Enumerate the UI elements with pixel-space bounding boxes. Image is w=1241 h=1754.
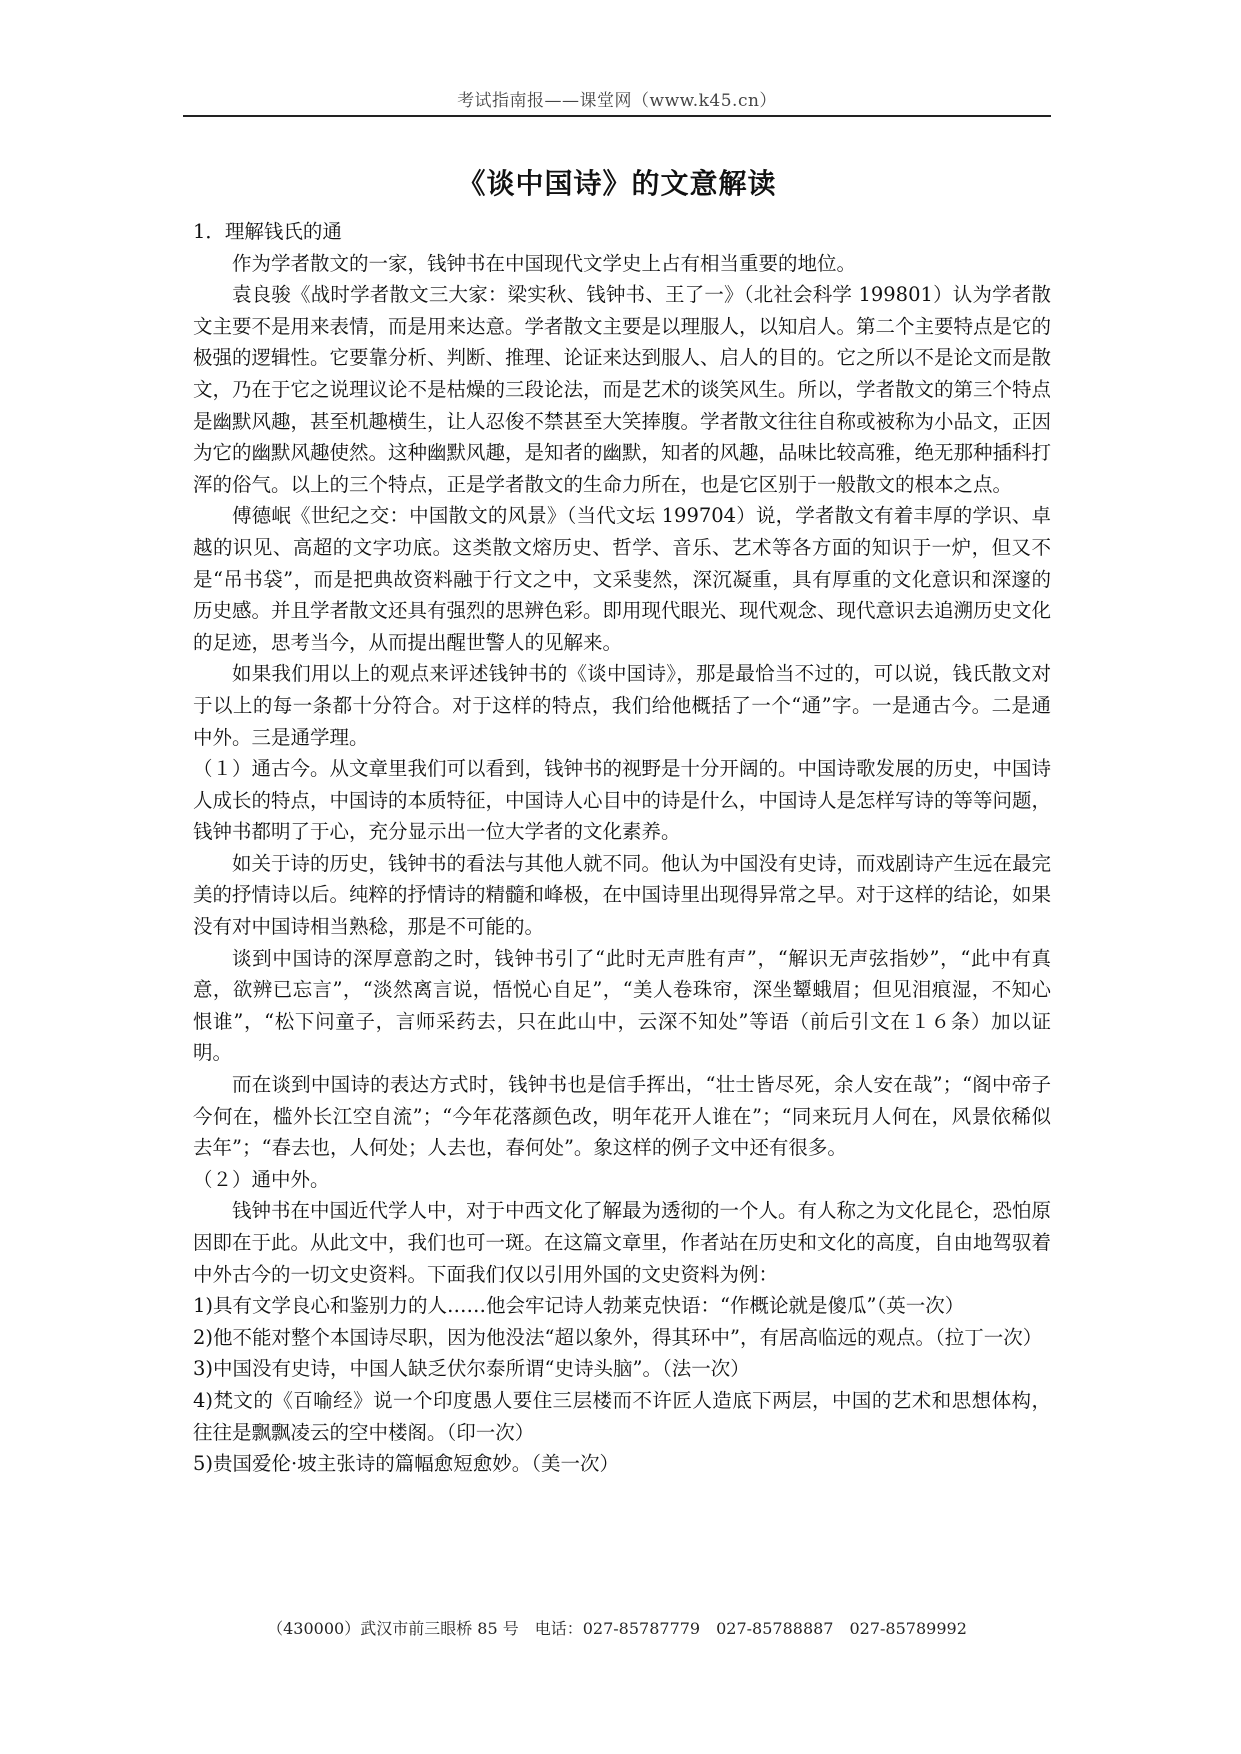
paragraph: 如果我们用以上的观点来评述钱钟书的《谈中国诗》，那是最恰当不过的，可以说，钱氏散文对于以上的每一条都十分符合。对于这样的特点，我们给他概括了一个“通”字。一是通古今。二是通中外。三是通学理。	[193, 662, 1051, 749]
paragraph: （２）通中外。	[193, 1167, 330, 1191]
paragraph: 如关于诗的历史，钱钟书的看法与其他人就不同。他认为中国没有史诗，而戏剧诗产生远在最完美的抒情诗以后。纯粹的抒情诗的精髓和峰极，在中国诗里出现得异常之早。对于这样的结论，如果没有对中国诗相当熟稔，那是不可能的。	[193, 851, 1052, 939]
paragraph: 而在谈到中国诗的表达方式时，钱钟书也是信手挥出，“壮士皆尽死，余人安在哉”；“阁中帝子今何在，槛外长江空自流”；“今年花落颜色改，明年花开人谁在”；“同来玩月人何在，风景依稀似去年”；“春去也，人何处；人去也，春何处”。象这样的例子文中还有很多。	[193, 1073, 1051, 1160]
page-header: 考试指南报——课堂网（www.k45.cn）	[457, 91, 777, 111]
list-item: 3)中国没有史诗，中国人缺乏伏尔泰所谓“史诗头脑”。（法一次）	[193, 1357, 750, 1381]
list-item: 2)他不能对整个本国诗尽职，因为他没法“超以象外，得其环中”，有居高临远的观点。（拉丁一次）	[193, 1325, 1043, 1349]
article-body	[193, 216, 1051, 1480]
paragraph: 作为学者散文的一家，钱钟书在中国现代文学史上占有相当重要的地位。	[232, 251, 857, 275]
page-footer: （430000）武汉市前三眼桥 85 号 电话：027-85787779 027-85788887 027-85789992	[267, 1619, 967, 1638]
list-item: 4)梵文的《百喻经》说一个印度愚人要住三层楼而不许匠人造底下两层，中国的艺术和思想体构，往往是飘飘凌云的空中楼阁。（印一次）	[193, 1388, 1051, 1444]
paragraph: 1．理解钱氏的通	[193, 220, 342, 243]
paragraph: 钱钟书在中国近代学人中，对于中西文化了解最为透彻的一个人。有人称之为文化昆仑，恐怕原因即在于此。从此文中，我们也可一斑。在这篇文章里，作者站在历史和文化的高度，自由地驾驭着中外古今的一切文史资料。下面我们仅以引用外国的文史资料为例：	[193, 1199, 1052, 1286]
list-item: 1)具有文学良心和鉴别力的人……他会牢记诗人勃莱克快语：“作概论就是傻瓜”（英一次）	[193, 1294, 965, 1318]
paragraph: 傅德岷《世纪之交：中国散文的风景》（当代文坛 199704）说，学者散文有着丰厚的学识、卓越的识见、高超的文字功底。这类散文熔历史、哲学、音乐、艺术等各方面的知识于一炉，但又不是“吊书袋”，而是把典故资料融于行文之中，文采斐然，深沉凝重，具有厚重的文化意识和深邃的历史感。并且学者散文还具有强烈的思辨色彩。即用现代眼光、现代观念、现代意识去追溯历史文化的足迹，思考当今，从而提出醒世警人的见解来。	[193, 504, 1052, 654]
paragraph: 袁良骏《战时学者散文三大家：梁实秋、钱钟书、王了一》（北社会科学 199801）认为学者散文主要不是用来表情，而是用来达意。学者散文主要是以理服人，以知启人。第二个主要特点是它的极强的逻辑性。它要靠分析、判断、推理、论证来达到服人、启人的目的。它之所以不是论文而是散文，乃在于它之说理议论不是枯燥的三段论法，而是艺术的谈笑风生。所以，学者散文的第三个特点是幽默风趣，甚至机趣横生，让人忍俊不禁甚至大笑捧腹。学者散文往往自称或被称为小品文，正因为它的幽默风趣使然。这种幽默风趣，是知者的幽默，知者的风趣，品味比较高雅，绝无那种插科打浑的俗气。以上的三个特点，正是学者散文的生命力所在，也是它区别于一般散文的根本之点。	[193, 283, 1052, 496]
list-item: 5)贵国爱伦·坡主张诗的篇幅愈短愈妙。（美一次）	[193, 1452, 619, 1476]
header-divider	[183, 115, 1051, 117]
paragraph: （１）通古今。从文章里我们可以看到，钱钟书的视野是十分开阔的。中国诗歌发展的历史，中国诗人成长的特点，中国诗的本质特征，中国诗人心目中的诗是什么，中国诗人是怎样写诗的等等问题，钱钟书都明了于心，充分显示出一位大学者的文化素养。	[193, 757, 1052, 844]
paragraph: 谈到中国诗的深厚意韵之时，钱钟书引了“此时无声胜有声”，“解识无声弦指妙”，“此中有真意，欲辨已忘言”，“淡然离言说，悟悦心自足”，“美人卷珠帘，深坐颦蛾眉；但见泪痕湿，不知心恨谁”，“松下问童子，言师采药去，只在此山中，云深不知处”等语（前后引文在１６条）加以证明。	[193, 946, 1051, 1065]
page-title: 《谈中国诗》的文意解读	[457, 167, 777, 200]
